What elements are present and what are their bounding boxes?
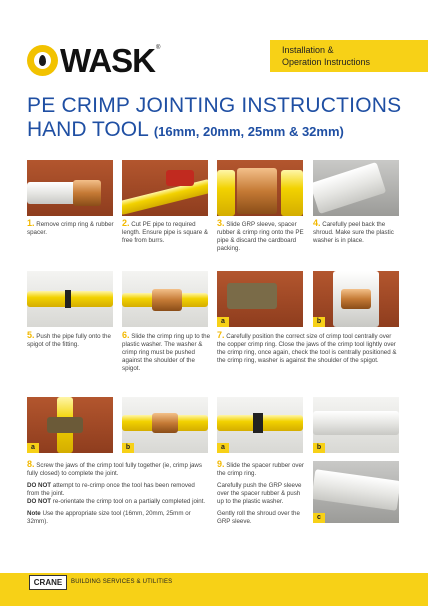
water-drop-icon [27, 45, 58, 76]
step-1-text: Remove crimp ring & rubber spacer. [27, 221, 114, 236]
tag-a-step-9: a [217, 443, 229, 453]
step-9-para-1: Carefully push the GRP sleeve over the spacer rubber & push up to the plastic washer. [217, 482, 302, 505]
step-6-number: 6. [122, 330, 130, 340]
caption-step-1 [27, 219, 115, 237]
caption-step-3 [217, 219, 305, 253]
warning-2-text: re-orientate the crimp tool on a partially completed joint. [52, 498, 206, 505]
photo-step-9a [217, 397, 303, 453]
step-9-text: Slide the spacer rubber over the crimp ring. [217, 462, 304, 477]
step-6-text: Slide the crimp ring up to the plastic washer. The washer & crimp ring must be pushed against the shoulder of the spigot. [122, 333, 211, 372]
step-1-number: 1. [27, 218, 35, 228]
note-label: Note [27, 510, 41, 517]
caption-step-8 [27, 460, 207, 526]
step-8-text: Screw the jaws of the crimp tool fully together (ie, crimp jaws fully closed) to complete the joint. [27, 462, 202, 477]
step-8-warning-1 [27, 482, 207, 506]
badge-line-1: Installation & [282, 45, 334, 55]
photo-step-9b [313, 397, 399, 453]
tag-c: c [313, 513, 325, 523]
tag-a: a [217, 317, 229, 327]
note-text: Use the appropriate size tool (16mm, 20mm, 25mm or 32mm). [27, 510, 191, 525]
crane-tagline: BUILDING SERVICES & UTILITIES [71, 579, 173, 585]
crane-logo: CRANE [29, 575, 67, 590]
step-5-text: Push the pipe fully onto the spigot of the fitting. [27, 333, 111, 348]
warning-1-text: attempt to re-crimp once the tool has been removed from the joint. [27, 482, 195, 497]
photo-step-9c [313, 461, 399, 523]
step-7-number: 7. [217, 330, 225, 340]
step-8-number: 8. [27, 459, 35, 469]
step-7-text: Carefully position the correct size of crimp tool centrally over the copper crimp ring. Close the jaws of the crimp tool lightly over the crimp ring, once again, check the tool is centrally positioned & the crimp ring, washer is against the shoulder of the spigot. [217, 333, 397, 364]
subtitle-text: HAND TOOL [27, 118, 148, 141]
photo-step-8b [122, 397, 208, 453]
badge-line-2: Operation Instructions [282, 57, 371, 67]
page-subtitle [27, 118, 344, 142]
caption-step-5 [27, 331, 115, 349]
caption-step-7 [217, 331, 401, 365]
step-2-text: Cut PE pipe to required length. Ensure pipe is square & free from burrs. [122, 221, 208, 244]
wask-logo [27, 42, 161, 79]
step-4-text: Carefully peel back the shroud. Make sure the plastic washer is in place. [313, 221, 394, 244]
photo-step-4 [313, 160, 399, 216]
tag-b-step-9: b [313, 443, 325, 453]
step-3-number: 3. [217, 218, 225, 228]
caption-step-2 [122, 219, 210, 245]
registered-mark: ® [156, 45, 161, 51]
photo-step-7b [313, 271, 399, 327]
tag-b: b [313, 317, 325, 327]
step-9-para-2: Gently roll the shroud over the GRP sleeve. [217, 510, 300, 525]
photo-step-8a [27, 397, 113, 453]
logo-text: WASK [60, 42, 155, 79]
instructions-badge [270, 40, 428, 72]
caption-step-9 [217, 460, 307, 526]
warning-1-label: DO NOT [27, 482, 52, 489]
photo-step-7a [217, 271, 303, 327]
photo-step-1 [27, 160, 113, 216]
step-9-number: 9. [217, 459, 225, 469]
tag-b-step-8: b [122, 443, 134, 453]
tag-a-step-8: a [27, 443, 39, 453]
photo-step-5 [27, 271, 113, 327]
photo-step-2 [122, 160, 208, 216]
photo-step-3 [217, 160, 303, 216]
subtitle-sizes: (16mm, 20mm, 25mm & 32mm) [153, 124, 344, 139]
step-2-number: 2. [122, 218, 130, 228]
photo-step-6 [122, 271, 208, 327]
step-8-note [27, 510, 207, 526]
page-title: PE CRIMP JOINTING INSTRUCTIONS [27, 94, 402, 117]
caption-step-6 [122, 331, 212, 373]
warning-2-label: DO NOT [27, 498, 52, 505]
step-3-text: Slide GRP sleeve, spacer rubber & crimp ring onto the PE pipe & discard the cardboard packing. [217, 221, 304, 252]
step-4-number: 4. [313, 218, 321, 228]
caption-step-4 [313, 219, 401, 245]
step-5-number: 5. [27, 330, 35, 340]
